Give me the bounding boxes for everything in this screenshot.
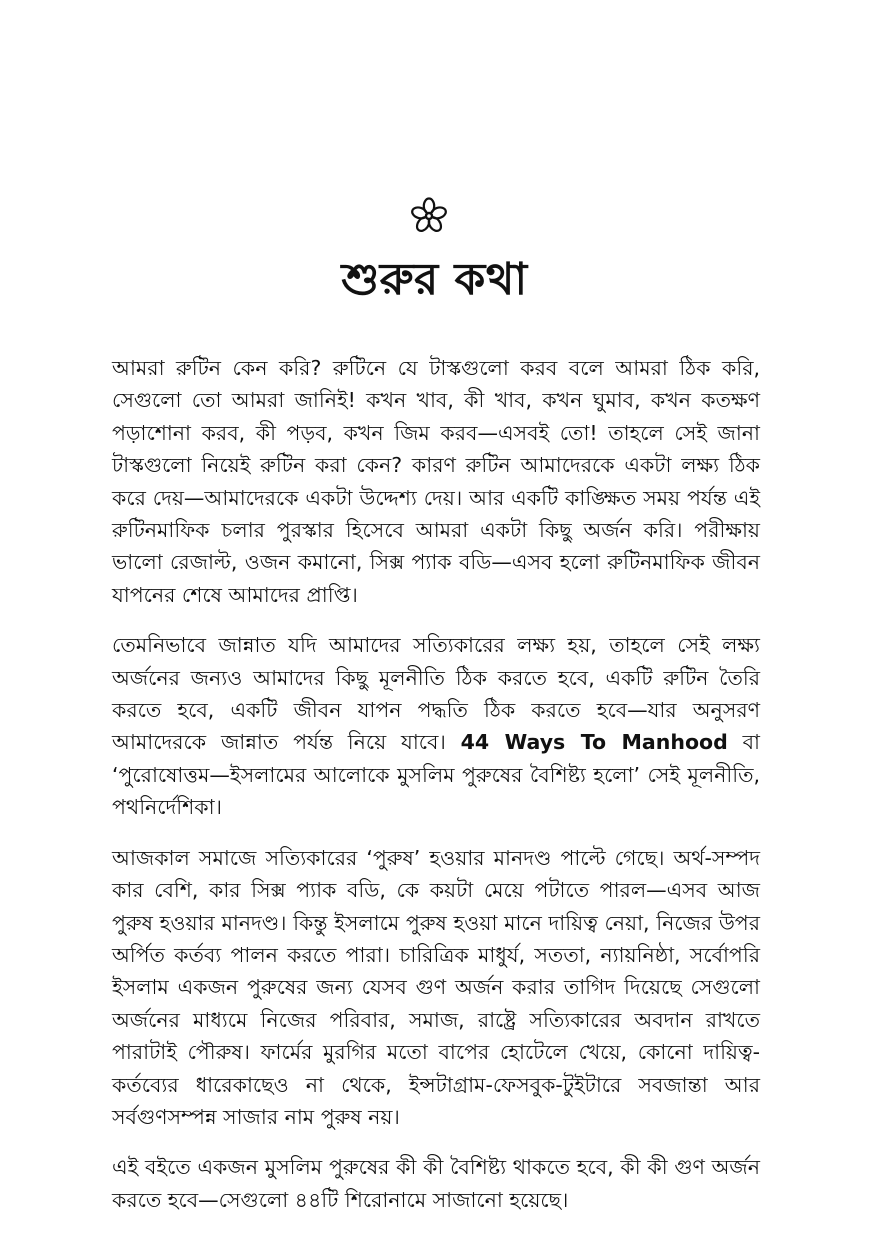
paragraph-4: এই বইতে একজন মুসলিম পুরুষের কী কী বৈশিষ্ট্য থাকতে হবে, কী কী গুণ অর্জন করতে হবে—সেগুলো ৪৪টি শিরোনামে সাজানো হয়েছে। [112,1155,760,1212]
chapter-title: শুরুর কথা [341,254,528,305]
paragraph-2-text-after: বা ‘পুরোষোত্তম—ইসলামের আলোকে মুসলিম পুরুষের বৈশিষ্ট্য হলো’ সেই মূলনীতি, পথনির্দেশিকা। [112,730,760,820]
paragraph-2-text-before: তেমনিভাবে জান্নাত যদি আমাদের সত্যিকারের লক্ষ্য হয়, তাহলে সেই লক্ষ্য অর্জনের জন্যও আমাদের কিছু মূলনীতি ঠিক করতে হবে, একটি রুটিন তৈরি করতে হবে, একটি জীবন যাপন পদ্ধতি ঠিক করতে হবে—যার অনুসরণ আমাদেরকে জান্নাত পর্যন্ত নিয়ে যাবে। [112,633,760,755]
chapter-body [112,352,760,1234]
paragraph-2 [112,629,760,823]
flower-ornament-icon [409,196,449,236]
paragraph-1: আমরা রুটিন কেন করি? রুটিনে যে টাস্কগুলো করব বলে আমরা ঠিক করি, সেগুলো তো আমরা জানিই! কখন খাব, কী খাব, কখন ঘুমাব, কখন কতক্ষণ পড়াশোনা করব, কী পড়ব, কখন জিম করব—এসবই তো! তাহলে সেই জানা টাস্কগুলো নিয়েই রুটিন করা কেন? কারণ রুটিন আমাদেরকে একটা লক্ষ্য ঠিক করে দেয়—আমাদেরকে একটা উদ্দেশ্য দেয়। আর একটি কাঙ্ক্ষিত সময় পর্যন্ত এই রুটিনমাফিক চলার পুরস্কার হিসেবে আমরা একটা কিছু অর্জন করি। পরীক্ষায় ভালো রেজাল্ট, ওজন কমানো, সিক্স প্যাক বডি—এসব হলো রুটিনমাফিক জীবন যাপনের শেষে আমাদের প্রাপ্তি। [112,356,760,607]
book-title-english: 44 Ways To Manhood [460,730,728,755]
paragraph-3: আজকাল সমাজে সত্যিকারের ‘পুরুষ’ হওয়ার মানদণ্ড পাল্টে গেছে। অর্থ-সম্পদ কার বেশি, কার সিক্স প্যাক বডি, কে কয়টা মেয়ে পটাতে পারল—এসব আজ পুরুষ হওয়ার মানদণ্ড। কিন্তু ইসলামে পুরুষ হওয়া মানে দায়িত্ব নেয়া, নিজের উপর অর্পিত কর্তব্য পালন করতে পারা। চারিত্রিক মাধুর্য, সততা, ন্যায়নিষ্ঠা, সর্বোপরি ইসলাম একজন পুরুষের জন্য যেসব গুণ অর্জন করার তাগিদ দিয়েছে সেগুলো অর্জনের মাধ্যমে নিজের পরিবার, সমাজ, রাষ্ট্রে সত্যিকারের অবদান রাখতে পারাটাই পৌরুষ। ফার্মের মুরগির মতো বাপের হোটেলে খেয়ে, কোনো দায়িত্ব-কর্তব্যের ধারেকাছেও না থেকে, ইন্সটাগ্রাম-ফেসবুক-টুইটারে সবজান্তা আর সর্বগুণসম্পন্ন সাজার নাম পুরুষ নয়। [112,845,760,1129]
